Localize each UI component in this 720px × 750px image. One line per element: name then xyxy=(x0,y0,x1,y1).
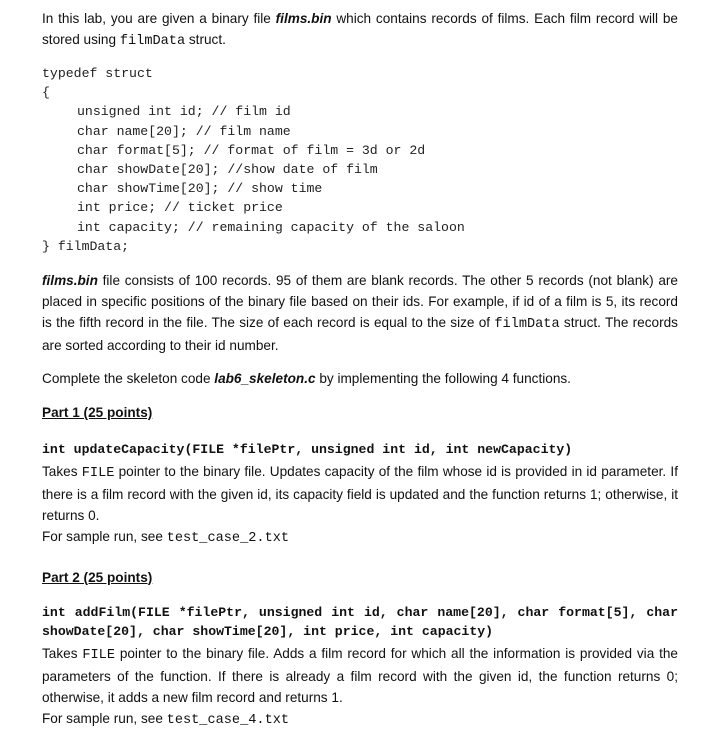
intro-text-3: struct. xyxy=(185,32,226,47)
part1-heading: Part 1 (25 points) xyxy=(42,405,153,421)
code-field-capacity: int capacity; // remaining capacity of the saloon xyxy=(77,219,465,235)
intro-file-name: films.bin xyxy=(275,11,332,26)
code-line-open-brace: { xyxy=(42,85,50,101)
part1-sample xyxy=(42,526,678,549)
part2-heading: Part 2 (25 points) xyxy=(42,569,153,585)
code-field-price: int price; // ticket price xyxy=(77,200,283,216)
code-field-showtime: char showTime[20]; // show time xyxy=(77,181,323,197)
records-paragraph xyxy=(42,270,678,356)
part1-sample-file: test_case_2.txt xyxy=(166,530,290,546)
part2-sample-file: test_case_4.txt xyxy=(166,712,290,728)
code-field-id: unsigned int id; // film id xyxy=(77,104,291,120)
intro-text-2: which contains records of films. Each film record will be stored using xyxy=(42,11,678,47)
complete-text: Complete the skeleton code xyxy=(42,371,215,387)
code-line-typedef: typedef struct xyxy=(42,66,153,81)
complete-text-2: by implementing the following 4 functions. xyxy=(315,371,571,387)
part2-sample xyxy=(42,708,678,731)
part2-signature: int addFilm(FILE *filePtr, unsigned int id, char name[20], char format[5], char showDate[20], char showTime[20], int price, int capacity) xyxy=(42,604,678,640)
part1-sample-text: For sample run, see xyxy=(42,528,167,544)
code-field-showdate: char showDate[20]; //show date of film xyxy=(77,162,378,178)
part1-desc-text-2: pointer to the binary file. Updates capacity of the film whose id is provided in id parameter. If there is a film record with the given id, its capacity field is updated and the function returns 1; otherwise, it returns 0. xyxy=(42,463,678,523)
records-struct-name: filmData xyxy=(494,317,560,333)
records-text: file consists of 100 records. 95 of them are blank records. The other 5 records (not blank) are placed in specific positions of the binary file based on their ids. For example, if id of a film is 5, its record is the fifth record in the file. The size of each record is equal to the size of xyxy=(42,273,678,331)
intro-paragraph xyxy=(42,8,678,52)
records-text-2: struct. The records are sorted according to their id number. xyxy=(42,315,678,354)
document-page xyxy=(42,8,678,731)
part2-desc-text: Takes xyxy=(42,645,83,661)
complete-paragraph xyxy=(42,368,678,389)
part2-sample-text: For sample run, see xyxy=(42,710,167,726)
code-field-format: char format[5]; // format of film = 3d or 2d xyxy=(77,142,426,158)
records-file-name: films.bin xyxy=(42,273,98,289)
intro-text: In this lab, you are given a binary file xyxy=(42,11,276,26)
part1-file-type: FILE xyxy=(81,465,115,481)
intro-struct-name: filmData xyxy=(119,34,186,49)
part1-description xyxy=(42,461,678,526)
part2-desc-text-2: pointer to the binary file. Adds a film record for which all the information is provided via the parameters of the function. If there is already a film record with the given id, the function returns 0; otherwise, it adds a new film record and returns 1. xyxy=(42,645,678,705)
struct-code-block xyxy=(42,64,678,256)
code-line-end: } filmData; xyxy=(42,238,130,254)
part2-file-type: FILE xyxy=(82,647,115,663)
part1-desc-text: Takes xyxy=(42,463,82,479)
skeleton-file-name: lab6_skeleton.c xyxy=(214,371,316,387)
code-field-name: char name[20]; // film name xyxy=(77,123,291,139)
part2-description xyxy=(42,643,678,708)
part1-signature: int updateCapacity(FILE *filePtr, unsigned int id, int newCapacity) xyxy=(42,442,573,458)
